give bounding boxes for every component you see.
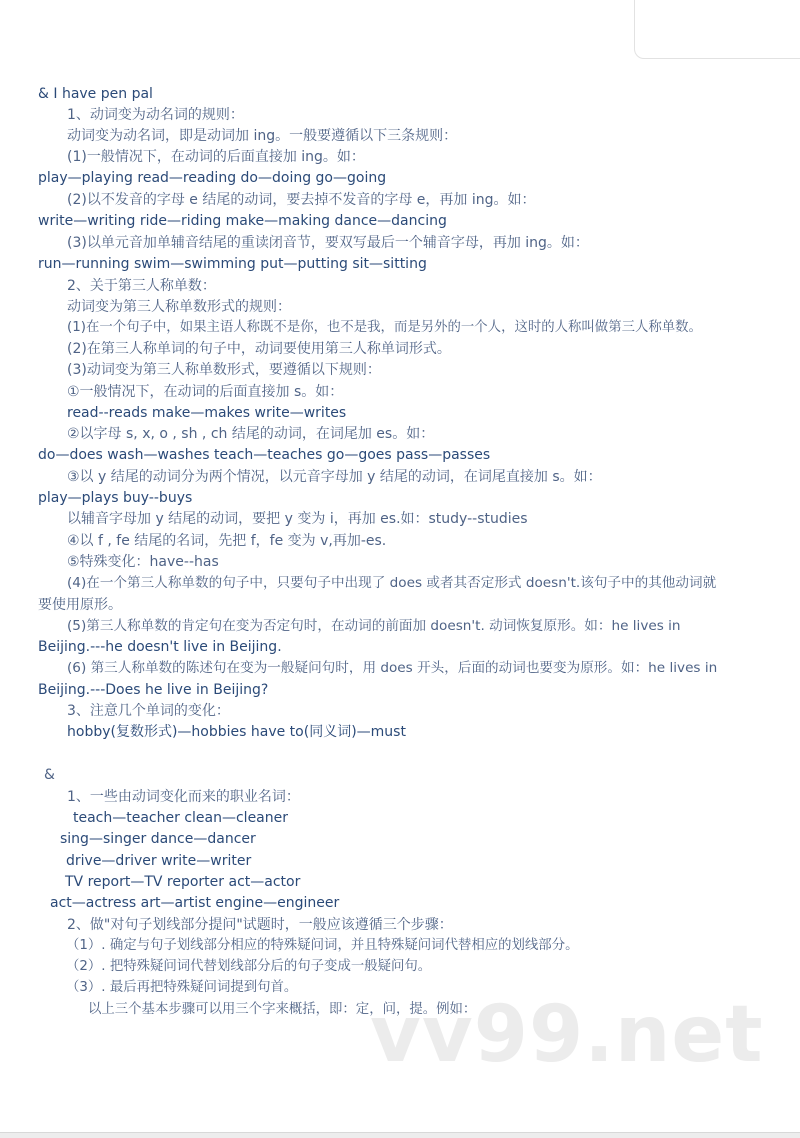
top-right-card	[634, 0, 800, 59]
text-line: do—does wash—washes teach—teaches go—goes pass—passes	[38, 447, 491, 463]
text-line: (3)以单元音加单辅音结尾的重读闭音节，要双写最后一个辅音字母，再加 ing。如：	[67, 235, 589, 251]
text-line: 1、一些由动词变化而来的职业名词：	[67, 789, 300, 805]
text-line: teach—teacher clean—cleaner	[73, 810, 288, 826]
text-line: ①一般情况下，在动词的后面直接加 s。如：	[67, 384, 344, 400]
text-line: (2)在第三人称单词的句子中，动词要使用第三人称单词形式。	[67, 341, 451, 357]
text-line: drive—driver write—writer	[66, 853, 252, 869]
text-line: (3)动词变为第三人称单数形式，要遵循以下规则：	[67, 362, 381, 378]
text-line: ③以 y 结尾的动词分为两个情况，以元音字母加 y 结尾的动词，在词尾直接加 s。如：	[67, 469, 602, 485]
text-line: Beijing.---he doesn't live in Beijing.	[38, 639, 282, 655]
text-line: 2、关于第三人称单数：	[67, 278, 216, 294]
text-line: 以辅音字母加 y 结尾的动词，要把 y 变为 i，再加 es.如：study--studies	[67, 511, 528, 527]
text-line: 3、注意几个单词的变化：	[67, 703, 230, 719]
text-line: write—writing ride—riding make—making dance—dancing	[38, 213, 447, 229]
text-line: (6) 第三人称单数的陈述句在变为一般疑问句时，用 does 开头，后面的动词也要变为原形。如：he lives in	[67, 660, 718, 676]
text-line: read--reads make—makes write—writes	[67, 405, 347, 421]
text-line: (4)在一个第三人称单数的句子中，只要句子中出现了 does 或者其否定形式 doesn't.该句子中的其他动词就	[67, 575, 717, 591]
text-line: TV report—TV reporter act—actor	[65, 874, 301, 890]
text-line: 要使用原形。	[38, 597, 122, 613]
text-line: hobby(复数形式)—hobbies have to(同义词)—must	[67, 724, 406, 740]
text-line: play—plays buy--buys	[38, 490, 193, 506]
text-line: 2、做"对句子划线部分提问"试题时，一般应该遵循三个步骤：	[67, 917, 453, 933]
text-line: (1)在一个句子中，如果主语人称既不是你，也不是我，而是另外的一个人，这时的人称叫做第三人称单数。	[67, 320, 702, 335]
section-heading: &	[44, 767, 55, 783]
text-line: (5)第三人称单数的肯定句在变为否定句时，在动词的前面加 doesn't. 动词恢复原形。如：he lives in	[67, 618, 681, 634]
text-line: （2）. 把特殊疑问词代替划线部分后的句子变成一般疑问句。	[66, 959, 432, 974]
text-line: （1）. 确定与句子划线部分相应的特殊疑问词，并且特殊疑问词代替相应的划线部分。	[66, 938, 579, 953]
watermark: vv99.net	[370, 990, 764, 1080]
page-bottom-edge	[0, 1132, 800, 1138]
text-line: ④以 f , fe 结尾的名词，先把 f，fe 变为 v,再加-es.	[67, 533, 387, 549]
text-line: 以上三个基本步骤可以用三个字来概括，即：定，问，提。例如：	[88, 1002, 477, 1017]
text-line: run—running swim—swimming put—putting sit—sitting	[38, 256, 427, 272]
section-heading: & I have pen pal	[38, 86, 153, 102]
text-line: ②以字母 s, x, o , sh , ch 结尾的动词，在词尾加 es。如：	[67, 426, 435, 442]
text-line: 1、动词变为动名词的规则：	[67, 107, 244, 123]
text-line: （3）. 最后再把特殊疑问词提到句首。	[66, 980, 298, 995]
text-line: sing—singer dance—dancer	[60, 831, 256, 847]
text-line: act—actress art—artist engine—engineer	[50, 895, 340, 911]
text-line: play—playing read—reading do—doing go—going	[38, 170, 387, 186]
text-line: 动词变为第三人称单数形式的规则：	[67, 299, 291, 315]
text-line: Beijing.---Does he live in Beijing?	[38, 682, 269, 698]
text-line: 动词变为动名词，即是动词加 ing。一般要遵循以下三条规则：	[67, 128, 458, 144]
text-line: ⑤特殊变化：have--has	[67, 554, 219, 570]
text-line: (2)以不发音的字母 e 结尾的动词，要去掉不发音的字母 e，再加 ing。如：	[67, 192, 536, 208]
text-line: (1)一般情况下，在动词的后面直接加 ing。如：	[67, 149, 365, 165]
